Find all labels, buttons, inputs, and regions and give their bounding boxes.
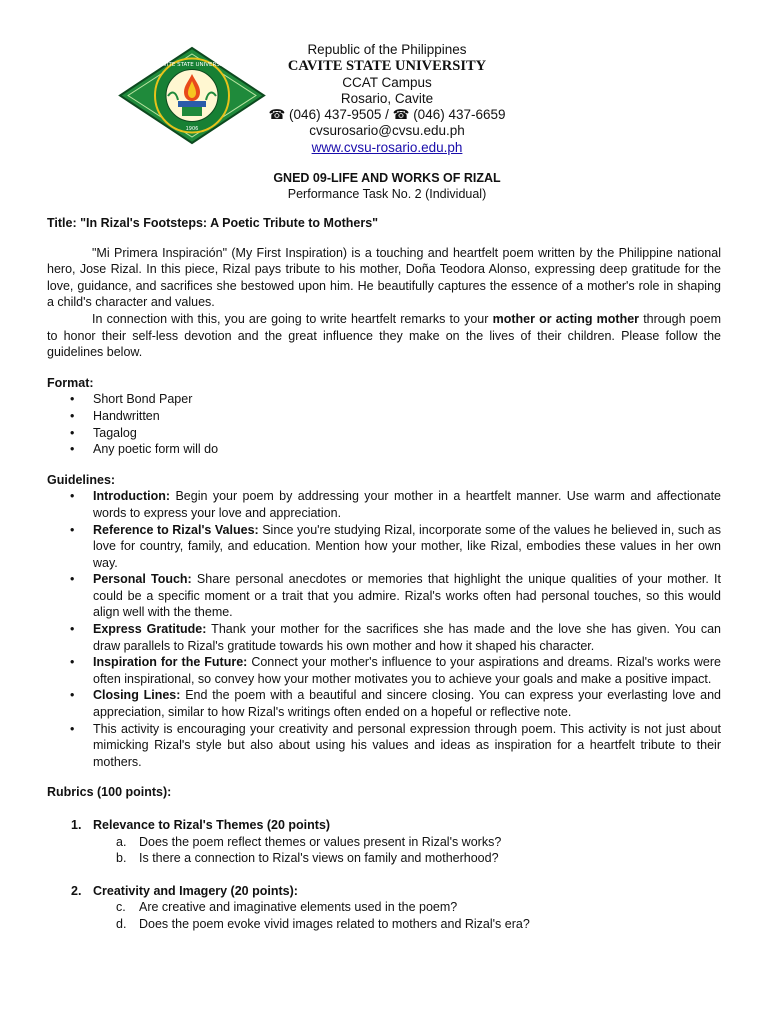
rubric-criterion	[47, 817, 721, 834]
guideline-label: Inspiration for the Future:	[93, 655, 248, 670]
list-item: • Short Bond Paper	[47, 391, 721, 408]
list-item	[47, 834, 721, 851]
guideline-label: Express Gratitude:	[93, 622, 207, 637]
republic-line: Republic of the Philippines	[307, 42, 467, 57]
title-text: "In Rizal's Footsteps: A Poetic Tribute to Mothers"	[80, 216, 379, 230]
list-item	[47, 488, 721, 521]
guideline-label: Personal Touch:	[93, 572, 192, 587]
sub-letter: a.	[116, 834, 127, 849]
guideline-text: Connect your mother's influence to your aspirations and dreams. Rizal's works were often inspirational, so convey how your mother motivates you to achieve your goals and make a positive impact.	[93, 655, 721, 686]
sub-text: Does the poem reflect themes or values present in Rizal's works?	[139, 834, 502, 849]
list-item	[47, 571, 721, 621]
guideline-text: Share personal anecdotes or memories that highlight the unique qualities of your mother. It could be a specific moment or a trait that you admire. Rizal's works often had personal touches, so this would align well with the theme.	[93, 572, 721, 620]
university-seal-logo	[118, 46, 266, 145]
title-label: Title:	[47, 216, 77, 230]
intro-paragraph-2	[47, 311, 721, 361]
list-item	[47, 916, 721, 933]
list-item	[47, 721, 721, 771]
rubrics-heading: Rubrics (100 points):	[47, 785, 172, 800]
guideline-label: Reference to Rizal's Values:	[93, 522, 259, 537]
email-line: cvsurosario@cvsu.edu.ph	[309, 123, 465, 139]
website-link[interactable]: www.cvsu-rosario.edu.ph	[311, 139, 463, 155]
sub-letter: c.	[116, 900, 126, 915]
criterion-number: 1.	[71, 818, 82, 832]
guideline-text: Begin your poem by addressing your mother in a heartfelt manner. Use warm and affectionate words to express your love and appreciation.	[93, 489, 721, 520]
criterion-title: Relevance to Rizal's Themes (20 points)	[93, 818, 331, 832]
sub-text: Is there a connection to Rizal's views on family and motherhood?	[139, 851, 499, 866]
guidelines-heading: Guidelines:	[47, 472, 116, 487]
format-heading: Format:	[47, 375, 94, 390]
guideline-label: Closing Lines:	[93, 688, 181, 703]
list-item	[47, 850, 721, 867]
letterhead	[262, 42, 512, 156]
university-name: CAVITE STATE UNIVERSITY	[287, 58, 487, 75]
title-line	[47, 215, 721, 232]
task-line: Performance Task No. 2 (Individual)	[287, 187, 487, 201]
guideline-text: Since you're studying Rizal, incorporate some of the values he believed in, such as love for country, family, and education. Mention how your mother, like Rizal, embodies these values in her own way.	[93, 522, 722, 570]
list-item	[47, 687, 721, 720]
course-heading	[262, 170, 512, 202]
campus-line: CCAT Campus	[342, 74, 432, 90]
guideline-label: Introduction:	[93, 489, 171, 504]
sub-letter: b.	[116, 851, 127, 866]
document-body	[47, 215, 721, 949]
intro-p2-emphasis: mother or acting mother	[492, 311, 640, 326]
intro-paragraph-1: "Mi Primera Inspiración" (My First Inspiration) is a touching and heartfelt poem written by the Philippine national hero, Jose Rizal. In this piece, Rizal pays tribute to his mother, Doña Teodora Alonso, expressing deep gratitude for the love, guidance, and sacrifices she bestowed upon him. He beautifully captures the essence of a mother's role in shaping a child's character and values.	[47, 245, 721, 310]
seal-text: CAVITE STATE UNIVERSITY	[155, 62, 229, 68]
rubric-criterion	[47, 883, 721, 900]
criterion-questions	[47, 899, 721, 932]
phone-line: ☎ (046) 437-9505 / ☎ (046) 437-6659	[268, 107, 506, 123]
format-list	[47, 391, 721, 457]
criterion-questions	[47, 834, 721, 867]
list-item: • Any poetic form will do	[47, 441, 721, 458]
intro-p2-end: through poem to honor their self-less devotion and the great influence they make on the lives of their children. Please follow the guidelines below.	[47, 311, 721, 360]
list-item	[47, 522, 721, 572]
intro-p2-start: In connection with this, you are going to write heartfelt remarks to your	[92, 311, 493, 326]
sub-letter: d.	[116, 916, 127, 931]
course-code: GNED 09-LIFE AND WORKS OF RIZAL	[273, 171, 501, 185]
guideline-text: End the poem with a beautiful and sincere closing. You can express your everlasting love and appreciation, similar to how Rizal's writings often ended on a hopeful or reflective note.	[93, 688, 721, 720]
list-item: • Handwritten	[47, 408, 721, 425]
guideline-text: This activity is encouraging your creativity and personal expression through poem. This activity is not just about mimicking Rizal's style but also about using his values and ideas as inspiration for a heartfelt tribute to their mothers.	[93, 721, 721, 769]
list-item	[47, 621, 721, 654]
list-item: • Tagalog	[47, 425, 721, 442]
sub-text: Are creative and imaginative elements used in the poem?	[139, 900, 458, 915]
location-line: Rosario, Cavite	[340, 90, 434, 106]
list-item	[47, 654, 721, 687]
guidelines-list	[47, 488, 721, 770]
sub-text: Does the poem evoke vivid images related to mothers and Rizal's era?	[139, 916, 530, 931]
list-item	[47, 899, 721, 916]
seal-year: 1906	[185, 126, 199, 132]
criterion-number: 2.	[71, 883, 82, 898]
criterion-title: Creativity and Imagery (20 points):	[93, 883, 298, 898]
guideline-text: Thank your mother for the sacrifices she has made and the love she has given. You can draw parallels to Rizal's gratitude towards his own mother and how it shaped his character.	[93, 622, 721, 653]
